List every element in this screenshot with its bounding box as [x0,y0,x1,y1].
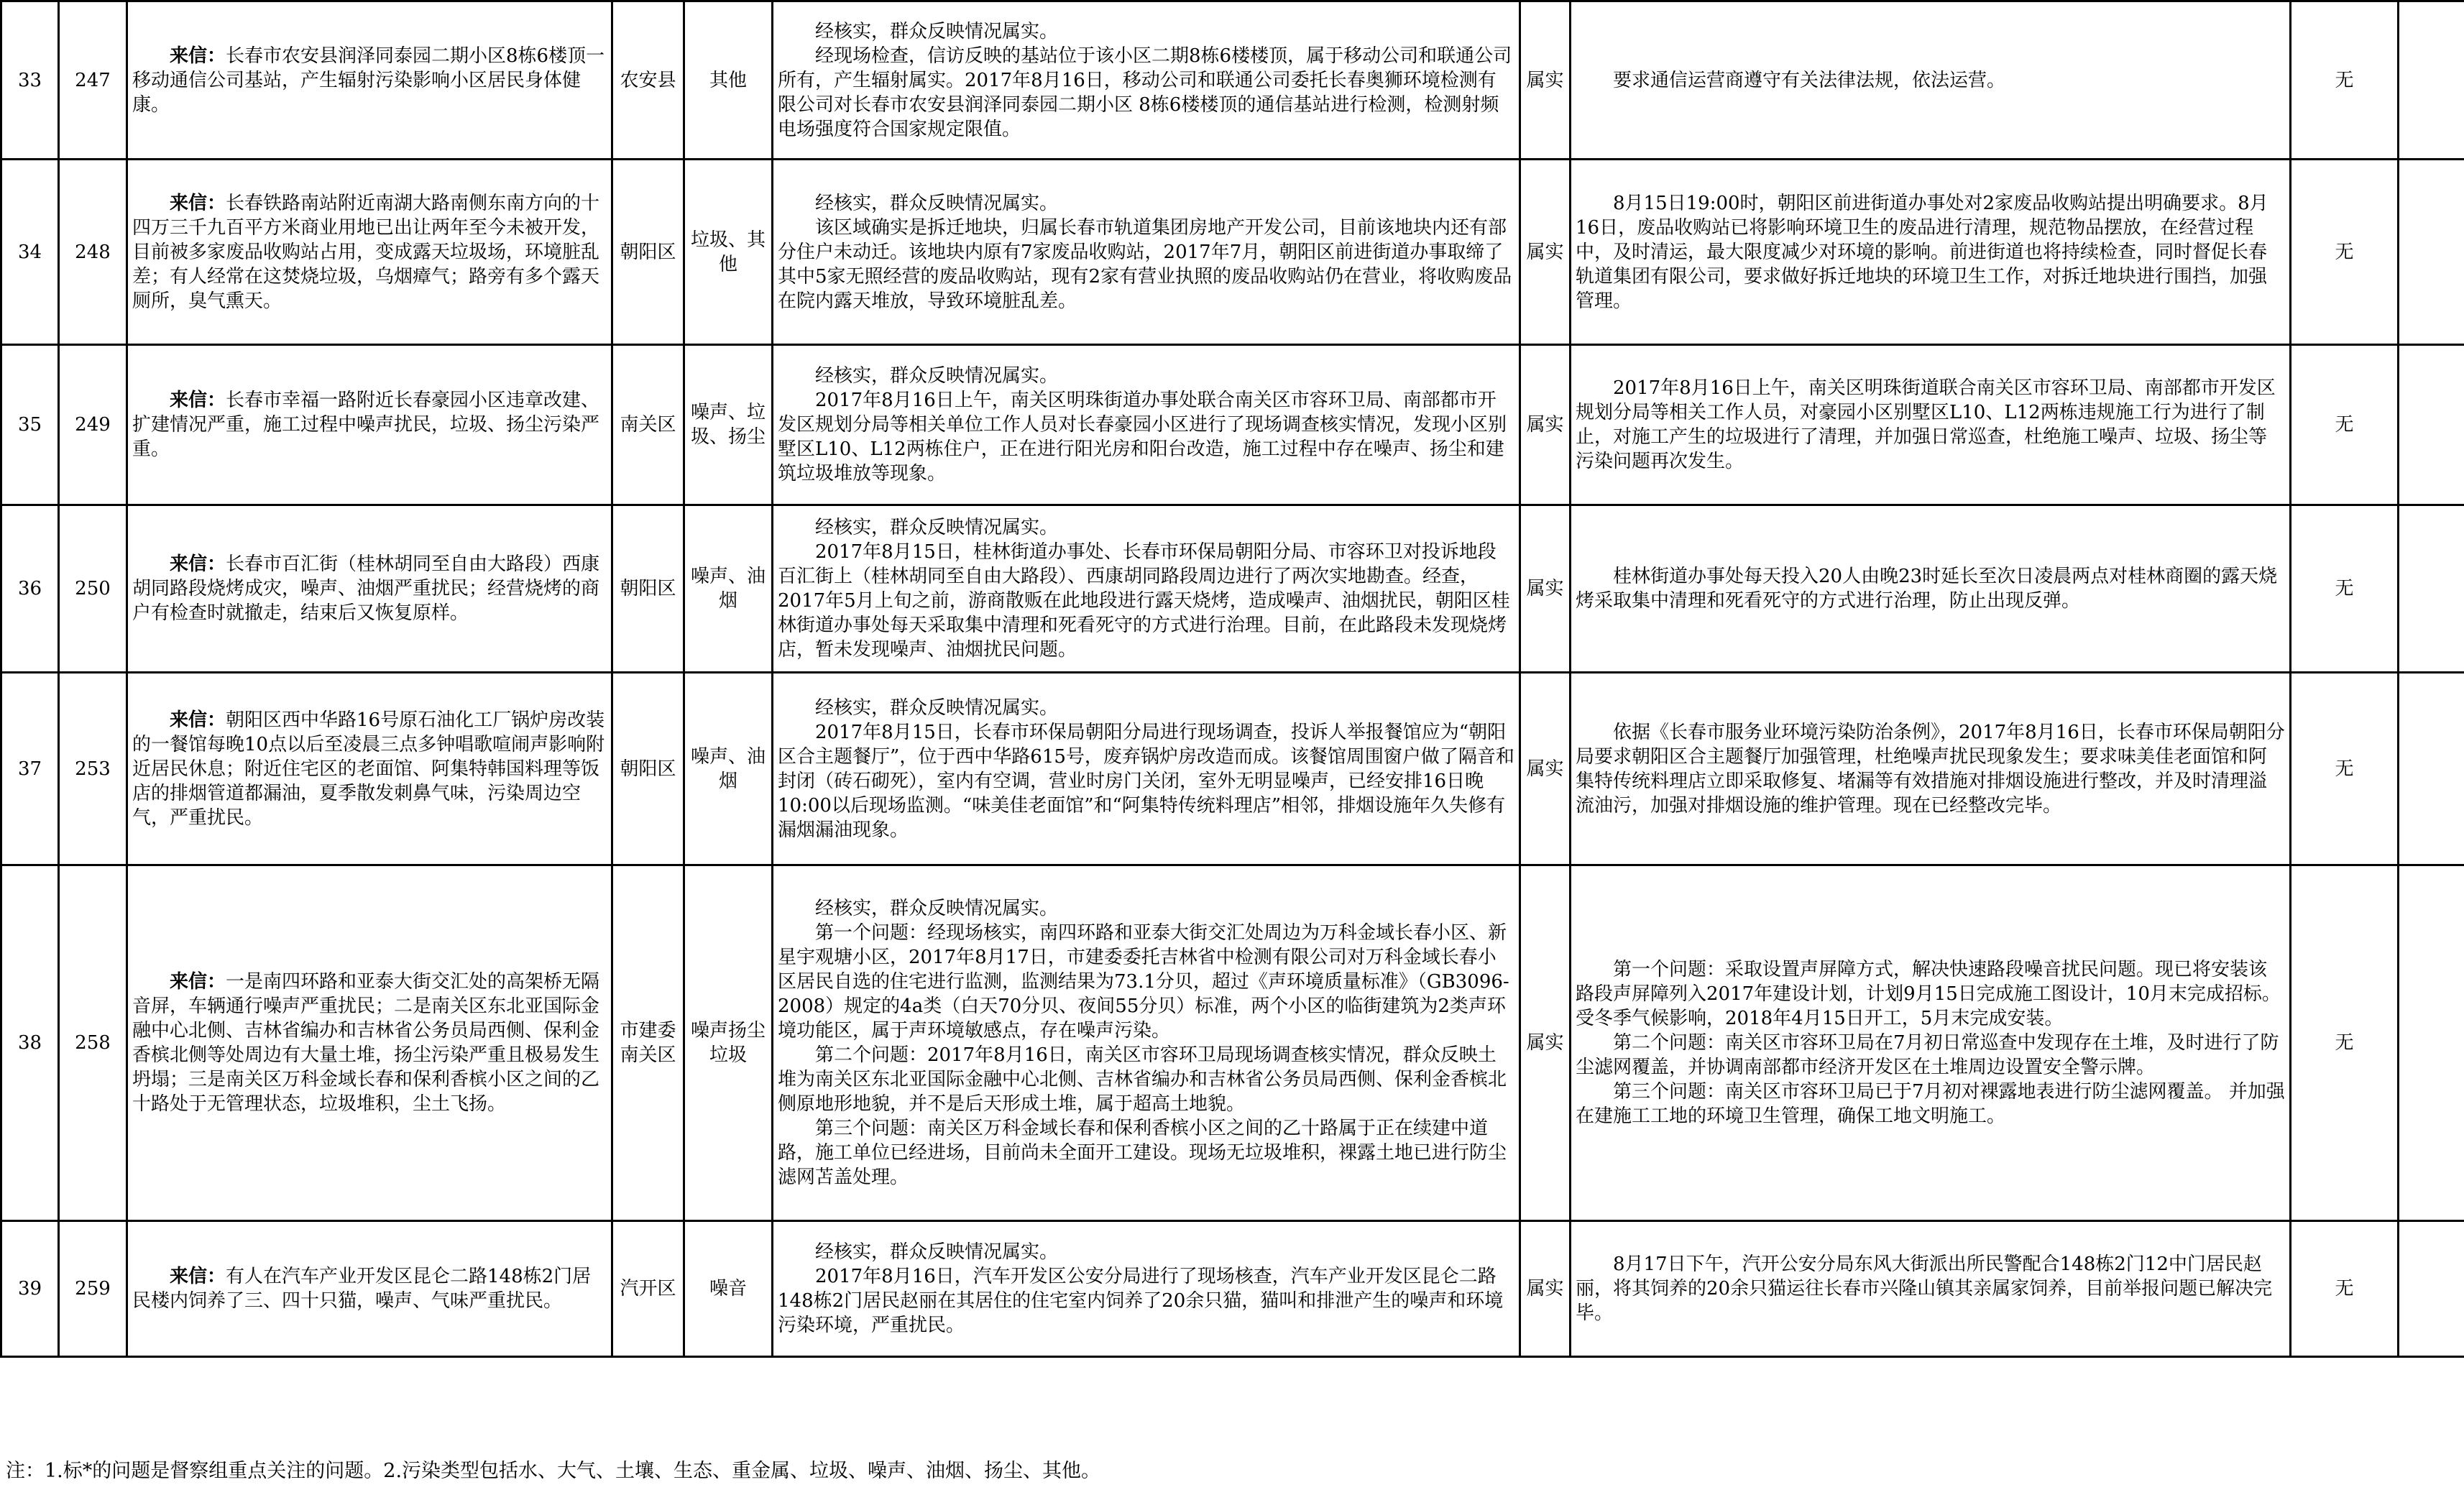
remark-cell [2399,345,2464,505]
complaint-text: 长春市农安县润泽同泰园二期小区8栋6楼顶一移动通信公司基站，产生辐射污染影响小区居民身体健康。 [132,45,605,116]
investigation-cell [773,1221,1520,1357]
district-cell: 朝阳区 [612,673,684,865]
case-id-cell: 248 [59,160,127,345]
handling-cell-paragraph: 依据《长春市服务业环境污染防治条例》，2017年8月16日，长春市环保局朝阳分局要求朝阳区合主题餐厅加强管理，杜绝噪声扰民现象发生；要求味美佳老面馆和阿集特传统料理店立即采取修复、堵漏等有效措施对排烟设施进行整改，并及时清理溢流油污，加强对排烟设施的维护管理。现在已经整改完毕。 [1576,721,2285,817]
verdict-cell: 属实 [1520,673,1571,865]
investigation-cell [773,865,1520,1221]
table-body [1,1,2464,1357]
table-row [1,160,2464,345]
accountability-cell: 无 [2291,1221,2399,1357]
investigation-cell-paragraph: 2017年8月15日，桂林街道办事处、长春市环保局朝阳分局、市容环卫对投诉地段百汇街上（桂林胡同至自由大路段）、西康胡同路段周边进行了两次实地勘查。经查，2017年5月上旬之前，游商散贩在此地段进行露天烧烤，造成噪声、油烟扰民，朝阳区桂林街道办事处每天采取集中清理和死看死守的方式进行治理。目前，在此路段未发现烧烤店，暂未发现噪声、油烟扰民问题。 [778,541,1510,661]
investigation-cell-paragraph: 第三个问题：南关区万科金域长春和保利香槟小区之间的乙十路属于正在续建中道路，施工单位已经进场，目前尚未全面开工建设。现场无垃圾堆积，裸露土地已进行防尘滤网苫盖处理。 [778,1118,1507,1188]
remark-cell [2399,160,2464,345]
source-label: 来信： [170,45,226,67]
source-label: 来信： [170,709,226,731]
remark-cell [2399,865,2464,1221]
handling-cell-paragraph: 第二个问题：南关区市容环卫局在7月初日常巡查中发现存在土堆，及时进行了防尘滤网覆盖，并协调南部都市经济开发区在土堆周边设置安全警示牌。 [1576,1032,2279,1078]
investigation-cell [773,160,1520,345]
handling-cell [1571,673,2291,865]
district-cell: 南关区 [612,345,684,505]
complaint-cell [127,1221,612,1357]
complaint-cell [127,160,612,345]
investigation-cell-paragraph: 经核实，群众反映情况属实。 [815,696,1059,719]
footnote: 注：1.标*的问题是督察组重点关注的问题。2.污染类型包括水、大气、土壤、生态、重金属、垃圾、噪声、油烟、扬尘、其他。 [6,1460,1101,1482]
case-id-cell: 259 [59,1221,127,1357]
handling-cell-paragraph: 第三个问题：南关区市容环卫局已于7月初对裸露地表进行防尘滤网覆盖。 并加强在建施工工地的环境卫生管理，确保工地文明施工。 [1576,1081,2285,1127]
investigation-cell-paragraph: 经核实，群众反映情况属实。 [815,898,1059,919]
district-cell: 农安县 [612,1,684,160]
case-id-cell: 249 [59,345,127,505]
table-row [1,1221,2464,1357]
remark-cell [2399,673,2464,865]
investigation-cell-paragraph: 经核实，群众反映情况属实。 [815,517,1059,538]
handling-cell-paragraph: 8月15日19:00时，朝阳区前进街道办事处对2家废品收购站提出明确要求。8月16日，废品收购站已将影响环境卫生的废品进行清理，规范物品摆放，在经营过程中，及时清运，最大限度减少对环境的影响。前进街道也将持续检查，同时督促长春轨道集团有限公司，要求做好拆迁地块的环境卫生工作，对拆迁地块进行围挡，加强管理。 [1576,192,2268,312]
complaint-text: 长春市幸福一路附近长春豪园小区违章改建、扩建情况严重，施工过程中噪声扰民，垃圾、扬尘污染严重。 [132,390,600,460]
investigation-cell-paragraph: 2017年8月16日，汽车开发区公安分局进行了现场核查，汽车产业开发区昆仑二路148栋2门居民赵丽在其居住的住宅室内饲养了20余只猫，猫叫和排泄产生的噪声和环境污染环境，严重扰民。 [778,1266,1504,1336]
seq-cell: 36 [1,505,59,673]
complaint-cell [127,673,612,865]
accountability-cell: 无 [2291,505,2399,673]
verdict-cell: 属实 [1520,865,1571,1221]
seq-cell: 34 [1,160,59,345]
verdict-cell: 属实 [1520,160,1571,345]
handling-cell-paragraph: 第一个问题：采取设置声屏障方式，解决快速路段噪音扰民问题。现已将安装该路段声屏障列入2017年建设计划，计划9月15日完成施工图设计，10月末完成招标。受冬季气候影响，2018年4月15日开工，5月末完成安装。 [1576,959,2281,1029]
handling-cell-paragraph: 8月17日下午，汽开公安分局东风大街派出所民警配合148栋2门12中门居民赵丽，将其饲养的20余只猫运往长春市兴隆山镇其亲属家饲养，目前举报问题已解决完毕。 [1576,1254,2273,1324]
pollution-type-cell: 噪声扬尘垃圾 [684,865,773,1221]
pollution-type-cell: 垃圾、其他 [684,160,773,345]
complaint-cell [127,865,612,1221]
complaint-cell [127,345,612,505]
investigation-cell-paragraph: 2017年8月15日，长春市环保局朝阳分局进行现场调查，投诉人举报餐馆应为“朝阳区合主题餐厅”，位于西中华路615号，废弃锅炉房改造而成。该餐馆周围窗户做了隔音和封闭（砖石砌死），室内有空调，营业时房门关闭，室外无明显噪声，已经安排16日晚10:00以后现场监测。“味美佳老面馆”和“阿集特传统料理店”相邻，排烟设施年久失修有漏烟漏油现象。 [778,721,1514,841]
pollution-type-cell: 噪音 [684,1221,773,1357]
complaint-text: 朝阳区西中华路16号原石油化工厂锅炉房改装的一餐馆每晚10点以后至凌晨三点多钟唱歌喧闹声影响附近居民休息；附近住宅区的老面馆、阿集特韩国料理等饭店的排烟管道都漏油，夏季散发刺鼻气味，污染周边空气，严重扰民。 [132,709,605,829]
table-row [1,1,2464,160]
case-id-cell: 250 [59,505,127,673]
pollution-type-cell: 噪声、油烟 [684,673,773,865]
seq-cell: 38 [1,865,59,1221]
investigation-cell [773,505,1520,673]
seq-cell: 37 [1,673,59,865]
handling-cell-paragraph: 桂林街道办事处每天投入20人由晚23时延长至次日凌晨两点对桂林商圈的露天烧烤采取集中清理和死看死守的方式进行治理，防止出现反弹。 [1576,566,2278,612]
seq-cell: 33 [1,1,59,160]
verdict-cell: 属实 [1520,1,1571,160]
handling-cell-paragraph: 要求通信运营商遵守有关法律法规，依法运营。 [1613,69,2006,91]
district-cell: 汽开区 [612,1221,684,1357]
complaint-text: 一是南四环路和亚泰大街交汇处的高架桥无隔音屏，车辆通行噪声严重扰民；二是南关区东北亚国际金融中心北侧、吉林省编办和吉林省公务员局西侧、保利金香槟北侧等处周边有大量土堆，扬尘污染严重且极易发生坍塌；三是南关区万科金域长春和保利香槟小区之间的乙十路处于无管理状态，垃圾堆积，尘土飞扬。 [132,971,600,1115]
case-id-cell: 253 [59,673,127,865]
handling-cell [1571,345,2291,505]
verdict-cell: 属实 [1520,1221,1571,1357]
complaint-text: 有人在汽车产业开发区昆仑二路148栋2门居民楼内饲养了三、四十只猫，噪声、气味严重扰民。 [132,1266,592,1312]
accountability-cell: 无 [2291,1,2399,160]
seq-cell: 35 [1,345,59,505]
investigation-cell [773,673,1520,865]
complaint-text: 长春铁路南站附近南湖大路南侧东南方向的十四万三千九百平方米商业用地已出让两年至今未被开发，目前被多家废品收购站占用，变成露天垃圾场，环境脏乱差；有人经常在这焚烧垃圾，乌烟瘴气；路旁有多个露天厕所，臭气熏天。 [132,192,600,312]
remark-cell [2399,1,2464,160]
handling-cell [1571,160,2291,345]
investigation-cell-paragraph: 第二个问题：2017年8月16日，南关区市容环卫局现场调查核实情况，群众反映土堆为南关区东北亚国际金融中心北侧、吉林省编办和吉林省公务员局西侧、保利金香槟北侧原地形地貌，并不是后天形成土堆，属于超高土地貌。 [778,1044,1507,1115]
complaint-text: 长春市百汇街（桂林胡同至自由大路段）西康胡同路段烧烤成灾，噪声、油烟严重扰民；经营烧烤的商户有检查时就撤走，结束后又恢复原样。 [132,553,600,624]
district-cell: 朝阳区 [612,160,684,345]
accountability-cell: 无 [2291,345,2399,505]
investigation-cell-paragraph: 经核实，群众反映情况属实。 [815,365,1059,387]
case-id-cell: 247 [59,1,127,160]
investigation-cell-paragraph: 第一个问题：经现场核实，南四环路和亚泰大街交汇处周边为万科金域长春小区、新星宇观塘小区，2017年8月17日，市建委委托吉林省中检测有限公司对万科金域长春小区居民自选的住宅进行监测，监测结果为73.1分贝，超过《声环境质量标准》（GB3096-2008）规定的4a类（白天70分贝、夜间55分贝）标准，两个小区的临街建筑为2类声环境功能区，属于声环境敏感点，存在噪声污染。 [778,922,1509,1041]
investigation-cell [773,1,1520,160]
source-label: 来信： [170,971,226,993]
source-label: 来信： [170,553,226,575]
pollution-type-cell: 噪声、油烟 [684,505,773,673]
seq-cell: 39 [1,1221,59,1357]
investigation-cell-paragraph: 经核实，群众反映情况属实。 [815,1241,1059,1263]
verdict-cell: 属实 [1520,345,1571,505]
investigation-cell-paragraph: 经现场检查，信访反映的基站位于该小区二期8栋6楼楼顶，属于移动公司和联通公司所有，产生辐射属实。2017年8月16日，移动公司和联通公司委托长春奥狮环境检测有限公司对长春市农安县润泽同泰园二期小区 8栋6楼楼顶的通信基站进行检测，检测射频电场强度符合国家规定限值。 [778,45,1512,140]
district-cell: 市建委南关区 [612,865,684,1221]
source-label: 来信： [170,192,226,214]
handling-cell [1571,1,2291,160]
table-row [1,505,2464,673]
source-label: 来信： [170,1266,226,1287]
accountability-cell: 无 [2291,673,2399,865]
pollution-type-cell: 其他 [684,1,773,160]
investigation-cell [773,345,1520,505]
source-label: 来信： [170,390,226,411]
pollution-type-cell: 噪声、垃圾、扬尘 [684,345,773,505]
handling-cell [1571,1221,2291,1357]
remark-cell [2399,1221,2464,1357]
investigation-cell-paragraph: 经核实，群众反映情况属实。 [815,192,1059,214]
handling-cell-paragraph: 2017年8月16日上午，南关区明珠街道联合南关区市容环卫局、南部都市开发区规划分局等相关工作人员，对豪园小区别墅区L10、L12两栋违规施工行为进行了制止，对施工产生的垃圾进行了清理，并加强日常巡查，杜绝施工噪声、垃圾、扬尘等污染问题再次发生。 [1576,377,2276,472]
complaint-cell [127,1,612,160]
accountability-cell: 无 [2291,160,2399,345]
case-id-cell: 258 [59,865,127,1221]
complaint-cell [127,505,612,673]
table-row [1,345,2464,505]
investigation-cell-paragraph: 该区域确实是拆迁地块，归属长春市轨道集团房地产开发公司，目前该地块内还有部分住户未动迁。该地块内原有7家废品收购站，2017年7月，朝阳区前进街道办事取缔了其中5家无照经营的废品收购站，现有2家有营业执照的废品收购站仍在营业，将收购废品在院内露天堆放，导致环境脏乱差。 [778,216,1512,312]
remark-cell [2399,505,2464,673]
accountability-cell: 无 [2291,865,2399,1221]
handling-cell [1571,865,2291,1221]
verdict-cell: 属实 [1520,505,1571,673]
investigation-cell-paragraph: 2017年8月16日上午，南关区明珠街道办事处联合南关区市容环卫局、南部都市开发区规划分局等相关单位工作人员对长春豪园小区进行了现场调查核实情况，发现小区别墅区L10、L12两栋住户，正在进行阳光房和阳台改造，施工过程中存在噪声、扬尘和建筑垃圾堆放等现象。 [778,390,1507,484]
investigation-cell-paragraph: 经核实，群众反映情况属实。 [815,20,1059,42]
district-cell: 朝阳区 [612,505,684,673]
table-row [1,865,2464,1221]
handling-cell [1571,505,2291,673]
table-row [1,673,2464,865]
